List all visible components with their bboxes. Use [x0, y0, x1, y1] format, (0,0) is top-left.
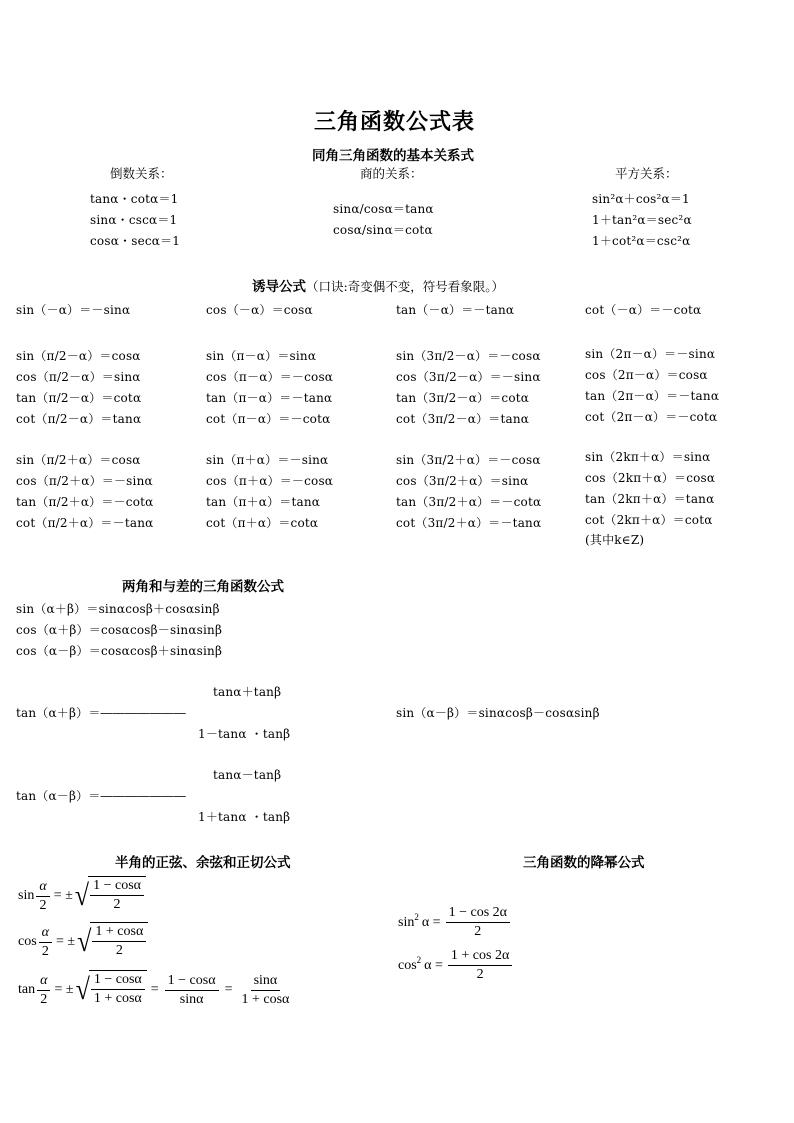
quotient-2: cosα/sinα＝cotα	[333, 223, 433, 237]
ind-g2: cos（π/2－α）＝sinα	[16, 370, 141, 384]
reciprocal-1: tanα・cotα＝1	[90, 192, 179, 206]
sin-label: sin	[398, 914, 415, 930]
ind-g3: cos（π/2＋α）＝－sinα	[16, 474, 153, 488]
one-minus-cos2a: 1 − cos 2α	[446, 905, 510, 923]
square-label: 平方关系：	[615, 166, 678, 181]
equals: =	[150, 982, 159, 997]
ind-g2: tan（π－α）＝－tanα	[206, 391, 333, 405]
reciprocal-label: 倒数关系：	[110, 166, 173, 181]
ind-g3: tan（π＋α）＝tanα	[206, 495, 321, 509]
ind-g3: tan（π/2＋α）＝－cotα	[16, 495, 154, 509]
basic-heading: 同角三角函数的基本关系式	[312, 148, 474, 164]
sin-minus: sin（α－β）＝sinαcosβ－cosαsinβ	[396, 706, 600, 720]
one-plus-cos: 1 + cosα	[92, 924, 146, 942]
plus-minus: = ±	[53, 888, 73, 903]
ind-g2: sin（3π/2－α）＝－cosα	[396, 349, 541, 363]
sum-1: sin（α＋β）＝sinαcosβ＋cosαsinβ	[16, 602, 220, 616]
alpha: α	[37, 973, 50, 991]
ind-g3: sin（3π/2＋α）＝－cosα	[396, 453, 541, 467]
ind-g2: tan（2π－α）＝－tanα	[585, 389, 720, 403]
half-heading: 半角的正弦、余弦和正切公式	[115, 855, 291, 871]
ind-g2: cos（2π－α）＝cosα	[585, 368, 708, 382]
two: 2	[474, 924, 482, 939]
sin-alpha: sinα	[179, 991, 204, 1007]
two: 2	[113, 897, 121, 912]
half-tan-formula	[18, 970, 294, 1010]
plus-minus: = ±	[54, 982, 74, 997]
quotient-label: 商的关系：	[360, 166, 423, 181]
alpha: α	[39, 925, 52, 943]
tan-plus-den: 1－tanα ・tanβ	[198, 727, 291, 741]
square-1: sin²α＋cos²α＝1	[592, 192, 690, 206]
ind-g3: tan（2kπ＋α）＝tanα	[585, 492, 715, 506]
two: 2	[115, 943, 123, 958]
half-cos-formula	[18, 922, 148, 962]
one-plus-cos: 1 + cosα	[241, 991, 290, 1007]
power-sin-formula	[398, 905, 512, 940]
ind-note: (其中k∈Z)	[585, 533, 645, 547]
ind-g3: cot（π＋α）＝cotα	[206, 516, 319, 530]
induction-mnemonic: （口诀:奇变偶不变，符号看象限。）	[306, 279, 504, 294]
ind-g3: sin（2kπ＋α）＝sinα	[585, 450, 711, 464]
ind-r1-c4: cot（－α）＝－cotα	[585, 303, 702, 317]
ind-g3: cos（π＋α）＝－cosα	[206, 474, 334, 488]
half-cos-label: cos	[18, 934, 37, 949]
ind-g2: cot（2π－α）＝－cotα	[585, 410, 718, 424]
one-plus-cos2a: 1 + cos 2α	[448, 948, 512, 966]
ind-g2: cot（π－α）＝－cotα	[206, 412, 331, 426]
sum-2: cos（α＋β）＝cosαcosβ－sinαsinβ	[16, 623, 223, 637]
ind-g2: sin（2π－α）＝－sinα	[585, 347, 716, 361]
ind-g2: cos（3π/2－α）＝－sinα	[396, 370, 541, 384]
exponent: 2	[416, 954, 422, 965]
power-cos-formula	[398, 948, 514, 983]
alpha-eq: α =	[424, 957, 443, 973]
ind-g3: sin（π＋α）＝－sinα	[206, 453, 329, 467]
power-heading: 三角函数的降幂公式	[523, 855, 645, 871]
two: 2	[39, 897, 47, 913]
two: 2	[41, 943, 49, 959]
one-plus-cos: 1 + cosα	[93, 991, 142, 1006]
tan-minus-den: 1＋tanα ・tanβ	[198, 810, 291, 824]
sum-heading: 两角和与差的三角函数公式	[122, 579, 284, 595]
half-sin-formula	[18, 876, 146, 916]
ind-g3: cot（π/2＋α）＝－tanα	[16, 516, 154, 530]
ind-g2: cot（3π/2－α）＝tanα	[396, 412, 530, 426]
ind-g2: sin（π－α）＝sinα	[206, 349, 317, 363]
one-minus-cos: 1 − cosα	[165, 973, 219, 991]
ind-r1-c1: sin（－α）＝－sinα	[16, 303, 131, 317]
half-tan-label: tan	[18, 982, 36, 997]
ind-g2: sin（π/2－α）＝cosα	[16, 349, 141, 363]
ind-g3: sin（π/2＋α）＝cosα	[16, 453, 141, 467]
ind-g2: cos（π－α）＝－cosα	[206, 370, 334, 384]
page-title: 三角函数公式表	[314, 109, 476, 135]
tan-plus-lhs: tan（α＋β）＝―――――――	[16, 706, 186, 720]
one-minus-cos: 1 − cosα	[90, 878, 144, 896]
ind-g2: tan（3π/2－α）＝cotα	[396, 391, 530, 405]
ind-g3: tan（3π/2＋α）＝－cotα	[396, 495, 542, 509]
two: 2	[476, 967, 484, 982]
sum-3: cos（α－β）＝cosαcosβ＋sinαsinβ	[16, 644, 223, 658]
ind-g3: cos（2kπ＋α）＝cosα	[585, 471, 716, 485]
cos-label: cos	[398, 957, 417, 973]
ind-g3: cot（2kπ＋α）＝cotα	[585, 513, 713, 527]
alpha: α	[36, 879, 49, 897]
equals: =	[224, 982, 233, 997]
quotient-1: sinα/cosα＝tanα	[333, 202, 434, 216]
ind-g3: cot（3π/2＋α）＝－tanα	[396, 516, 542, 530]
sqrt-icon: √ $\frac{1 - \cos\alpha}{1 + \cos\alpha}$	[76, 970, 147, 1010]
half-sin-label: sin	[18, 888, 35, 903]
plus-minus: = ±	[56, 934, 76, 949]
tan-minus-lhs: tan（α－β）＝―――――――	[16, 789, 186, 803]
tan-minus-num: tanα－tanβ	[213, 768, 282, 782]
alpha-eq: α =	[421, 914, 441, 930]
ind-r1-c3: tan（－α）＝－tanα	[396, 303, 515, 317]
ind-g2: cot（π/2－α）＝tanα	[16, 412, 142, 426]
reciprocal-3: cosα・secα＝1	[90, 234, 181, 248]
square-2: 1＋tan²α＝sec²α	[592, 213, 692, 227]
sqrt-icon: √ $\frac{1 + \cos\alpha}{2}$	[77, 922, 148, 962]
induction-heading: 诱导公式	[252, 279, 306, 295]
exponent: 2	[414, 911, 419, 922]
tan-plus-num: tanα＋tanβ	[213, 685, 282, 699]
two: 2	[40, 991, 48, 1007]
ind-g2: tan（π/2－α）＝cotα	[16, 391, 142, 405]
ind-r1-c2: cos（－α）＝cosα	[206, 303, 313, 317]
one-minus-cos: 1 − cosα	[91, 972, 145, 990]
sin-alpha: sinα	[251, 973, 281, 991]
reciprocal-2: sinα・cscα＝1	[90, 213, 178, 227]
sqrt-icon: √ $\frac{1 - \cos\alpha}{2}$	[75, 876, 146, 916]
square-3: 1＋cot²α＝csc²α	[592, 234, 691, 248]
ind-g3: cos（3π/2＋α）＝sinα	[396, 474, 529, 488]
